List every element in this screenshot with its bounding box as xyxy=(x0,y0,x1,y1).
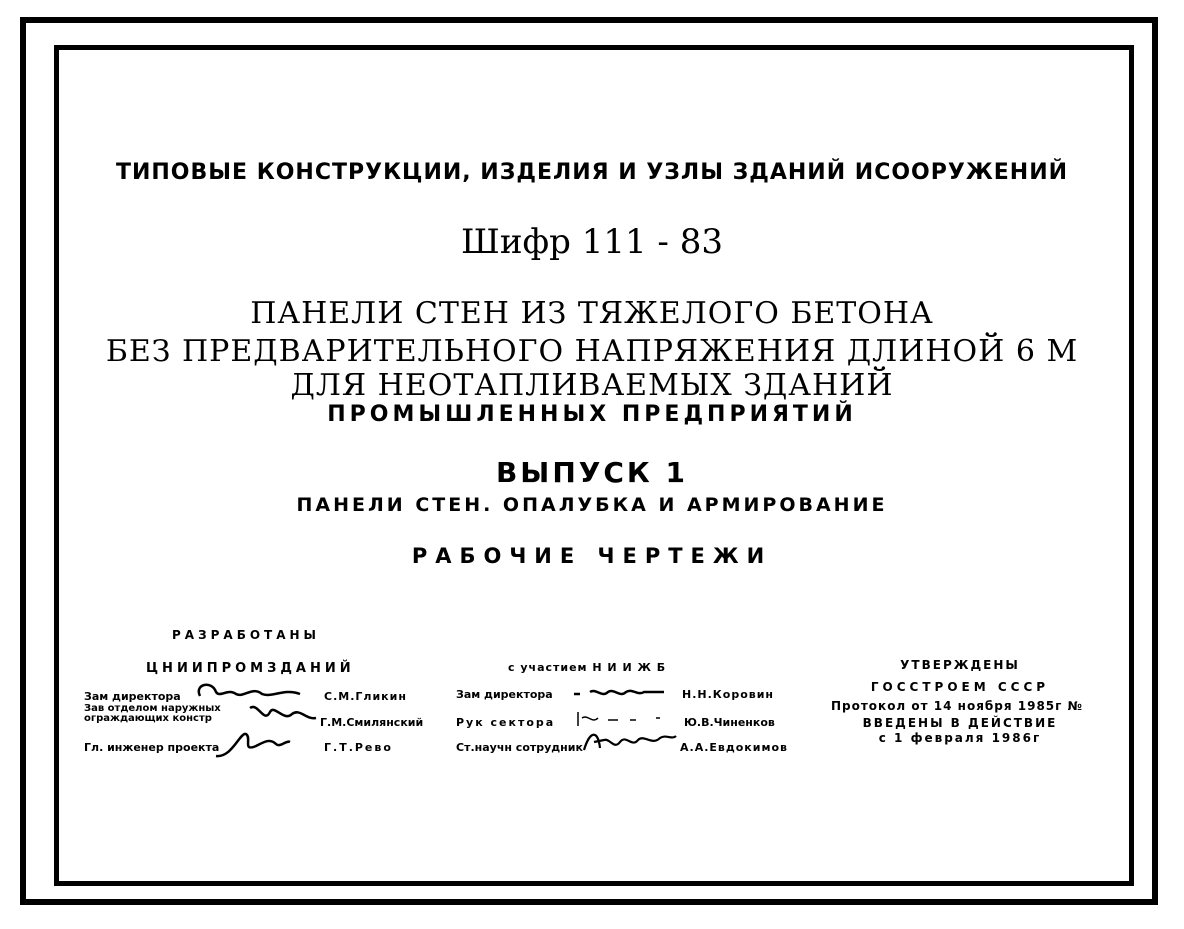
dev-name-3: Г.Т.Рево xyxy=(324,741,393,754)
dev-role-2-line2: ограждающих констр xyxy=(84,713,212,724)
document-code: Шифр 111 - 83 xyxy=(461,222,723,262)
part-role-1: Зам директора xyxy=(456,688,553,701)
title-line-4: ПРОМЫШЛЕННЫХ ПРЕДПРИЯТИЙ xyxy=(327,402,857,427)
participation-label: с участием Н И И Ж Б xyxy=(508,661,667,674)
signature-revo xyxy=(212,726,292,760)
dev-role-2-line1: Зав отделом наружных xyxy=(84,703,221,714)
title-line-3: ДЛЯ НЕОТАПЛИВАЕМЫХ ЗДАНИЙ xyxy=(290,368,894,403)
issue-subtitle: ПАНЕЛИ СТЕН. ОПАЛУБКА И АРМИРОВАНИЕ xyxy=(296,494,888,516)
signature-korovin xyxy=(570,684,670,702)
dev-name-2: Г.М.Смилянский xyxy=(320,716,424,729)
dev-role-3: Гл. инженер проекта xyxy=(84,741,220,754)
protocol-line: Протокол от 14 ноября 1985г № xyxy=(830,699,1084,713)
dev-name-1: С.М.Гликин xyxy=(324,690,407,703)
dev-role-1: Зам директора xyxy=(84,690,181,703)
developer-org: ЦНИИПРОМЗДАНИЙ xyxy=(146,661,355,676)
title-line-1: ПАНЕЛИ СТЕН ИЗ ТЯЖЕЛОГО БЕТОНА xyxy=(250,296,934,331)
part-name-2: Ю.В.Чиненков xyxy=(684,716,775,729)
part-role-2: Рук сектора xyxy=(456,716,556,729)
signature-evdokimov xyxy=(580,726,680,758)
issue-number: ВЫПУСК 1 xyxy=(495,456,689,489)
series-title: ТИПОВЫЕ КОНСТРУКЦИИ, ИЗДЕЛИЯ И УЗЛЫ ЗДАНИЙ ИСООРУЖЕНИЙ xyxy=(115,160,1069,185)
title-line-2: БЕЗ ПРЕДВАРИТЕЛЬНОГО НАПРЯЖЕНИЯ ДЛИНОЙ 6 М xyxy=(105,334,1079,369)
effective-date: с 1 февраля 1986г xyxy=(878,731,1042,745)
part-name-1: Н.Н.Коровин xyxy=(682,688,775,701)
effective-label: ВВЕДЕНЫ В ДЕЙСТВИЕ xyxy=(862,716,1058,730)
developed-label: РАЗРАБОТАНЫ xyxy=(172,628,320,642)
signature-smilyansky xyxy=(244,700,320,728)
approved-label: УТВЕРЖДЕНЫ xyxy=(900,658,1020,672)
drawings-label: РАБОЧИЕ ЧЕРТЕЖИ xyxy=(411,544,773,568)
part-role-3: Ст.научн сотрудник xyxy=(456,741,583,754)
part-name-3: А.А.Евдокимов xyxy=(680,741,788,754)
approving-authority: ГОССТРОЕМ СССР xyxy=(870,680,1050,694)
